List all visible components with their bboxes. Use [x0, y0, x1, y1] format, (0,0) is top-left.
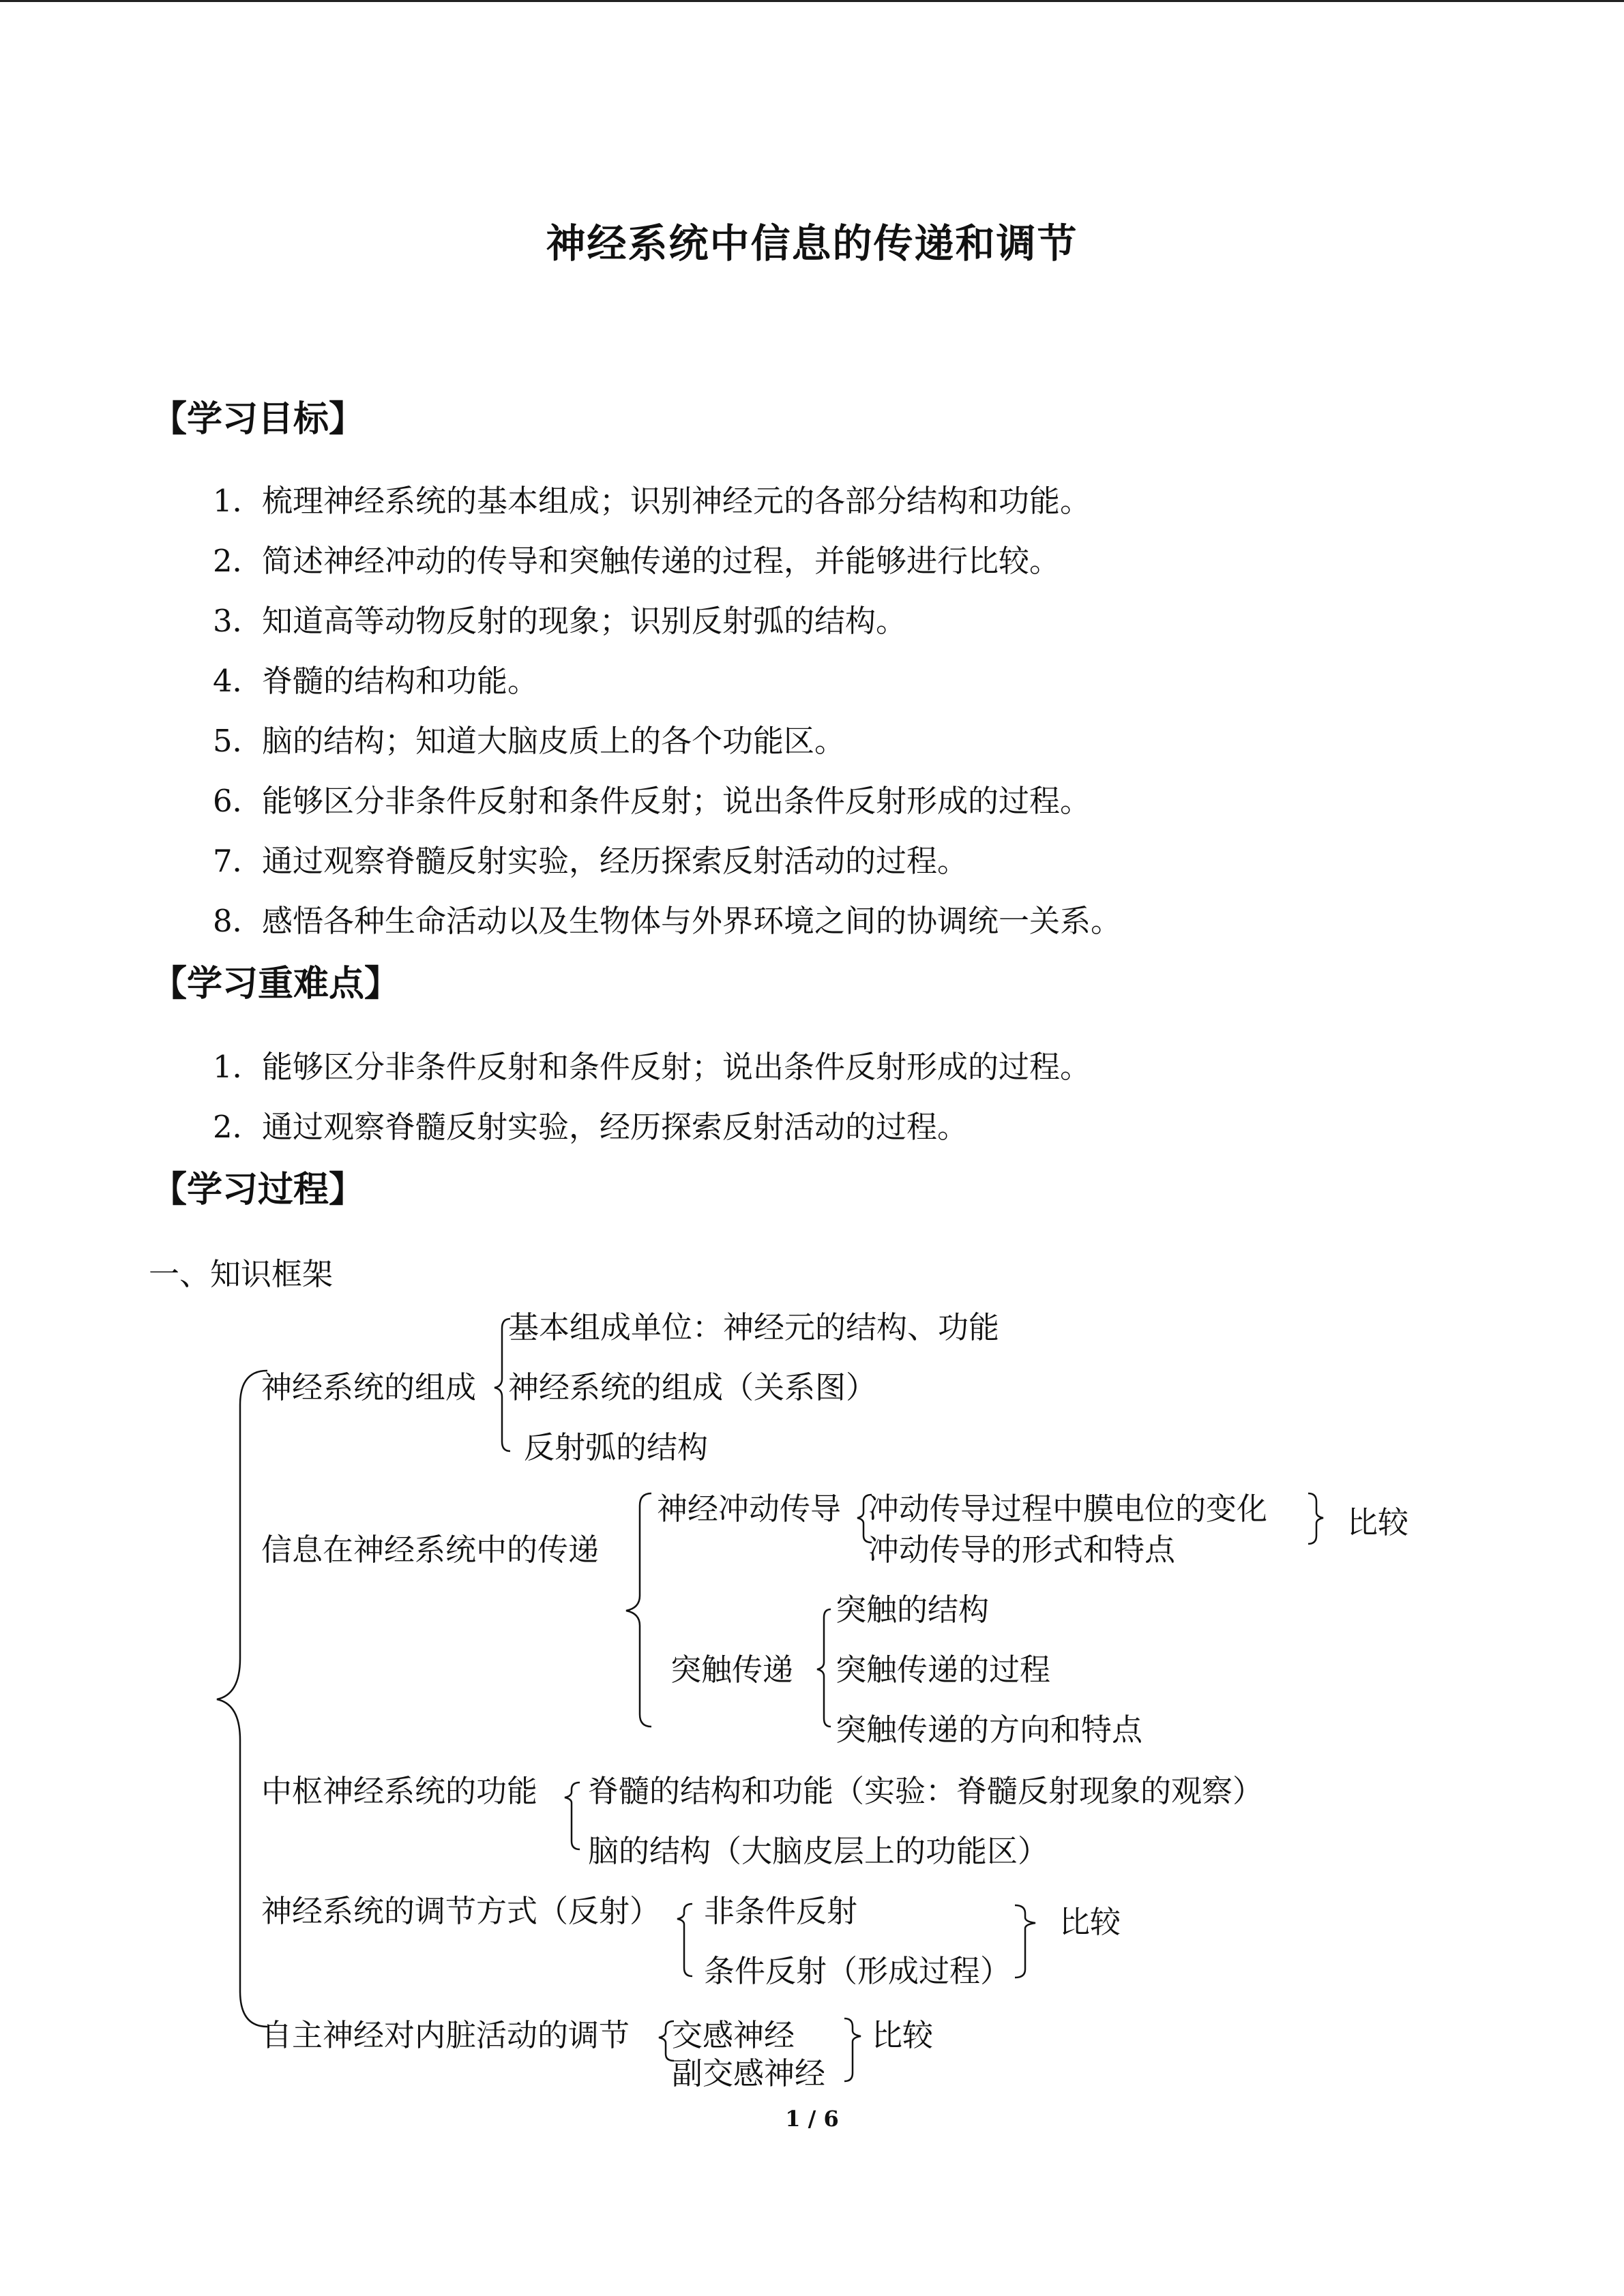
autonomic-label: 自主神经对内脏活动的调节 [261, 2017, 630, 2053]
regulation-compare-label: 比较 [1059, 1904, 1121, 1940]
key-point-item: 2．通过观察脊髓反射实验，经历探索反射活动的过程。 [213, 1109, 969, 1145]
central-brace [565, 1783, 580, 1849]
synapse-child: 突触的结构 [836, 1592, 990, 1628]
page-title: 神经系统中信息的传递和调节 [546, 220, 1078, 267]
objective-item: 5．脑的结构；知道大脑皮质上的各个功能区。 [213, 723, 846, 759]
composition-child: 神经系统的组成（关系图） [508, 1369, 877, 1405]
central-child: 脑的结构（大脑皮层上的功能区） [588, 1833, 1049, 1869]
impulse-label: 神经冲动传导 [657, 1491, 842, 1527]
impulse-child: 冲动传导的形式和特点 [868, 1532, 1176, 1568]
key-point-item: 1．能够区分非条件反射和条件反射；说出条件反射形成的过程。 [213, 1049, 1091, 1085]
regulation-brace [677, 1904, 692, 1976]
impulse-compare-brace [1308, 1493, 1323, 1544]
objective-item: 3．知道高等动物反射的现象；识别反射弧的结构。 [213, 603, 907, 639]
objective-item: 8．感悟各种生命活动以及生物体与外界环境之间的协调统一关系。 [213, 903, 1122, 939]
objective-item: 4．脊髓的结构和功能。 [213, 663, 539, 699]
autonomic-child: 交感神经 [672, 2017, 795, 2053]
composition-child: 反射弧的结构 [524, 1429, 709, 1465]
synapse-child: 突触传递的过程 [836, 1652, 1051, 1688]
synapse-label: 突触传递 [670, 1652, 794, 1688]
regulation-label: 神经系统的调节方式（反射） [261, 1893, 661, 1929]
synapse-child: 突触传递的方向和特点 [836, 1712, 1143, 1748]
composition-child: 基本组成单位：神经元的结构、功能 [508, 1309, 1000, 1345]
objective-item: 6．能够区分非条件反射和条件反射；说出条件反射形成的过程。 [213, 783, 1091, 819]
framework-subheading: 一、知识框架 [149, 1256, 334, 1292]
regulation-child: 条件反射（形成过程） [704, 1953, 1012, 1989]
synapse-brace [817, 1609, 831, 1727]
autonomic-compare-brace [844, 2018, 861, 2081]
process-heading: 【学习过程】 [151, 1169, 365, 1210]
objective-item: 7．通过观察脊髓反射实验，经历探索反射活动的过程。 [213, 843, 969, 879]
transmission-brace [626, 1493, 651, 1727]
regulation-child: 非条件反射 [704, 1893, 858, 1929]
central-child: 脊髓的结构和功能（实验：脊髓反射现象的观察） [588, 1773, 1264, 1809]
objectives-heading: 【学习目标】 [151, 399, 365, 440]
central-label: 中枢神经系统的功能 [261, 1773, 538, 1809]
main-brace [217, 1371, 267, 2027]
key-points-heading: 【学习重难点】 [151, 964, 400, 1004]
transmission-label: 信息在神经系统中的传递 [261, 1532, 600, 1568]
autonomic-compare-label: 比较 [872, 2017, 934, 2053]
objective-item: 2．简述神经冲动的传导和突触传递的过程，并能够进行比较。 [213, 543, 1061, 579]
page-number: 1 / 6 [785, 2106, 839, 2132]
autonomic-child: 副交感神经 [672, 2055, 826, 2091]
impulse-child: 冲动传导过程中膜电位的变化 [868, 1491, 1268, 1527]
regulation-compare-brace [1015, 1905, 1035, 1978]
impulse-compare-label: 比较 [1347, 1504, 1409, 1540]
objective-item: 1．梳理神经系统的基本组成；识别神经元的各部分结构和功能。 [213, 483, 1091, 519]
composition-label: 神经系统的组成 [261, 1369, 477, 1405]
